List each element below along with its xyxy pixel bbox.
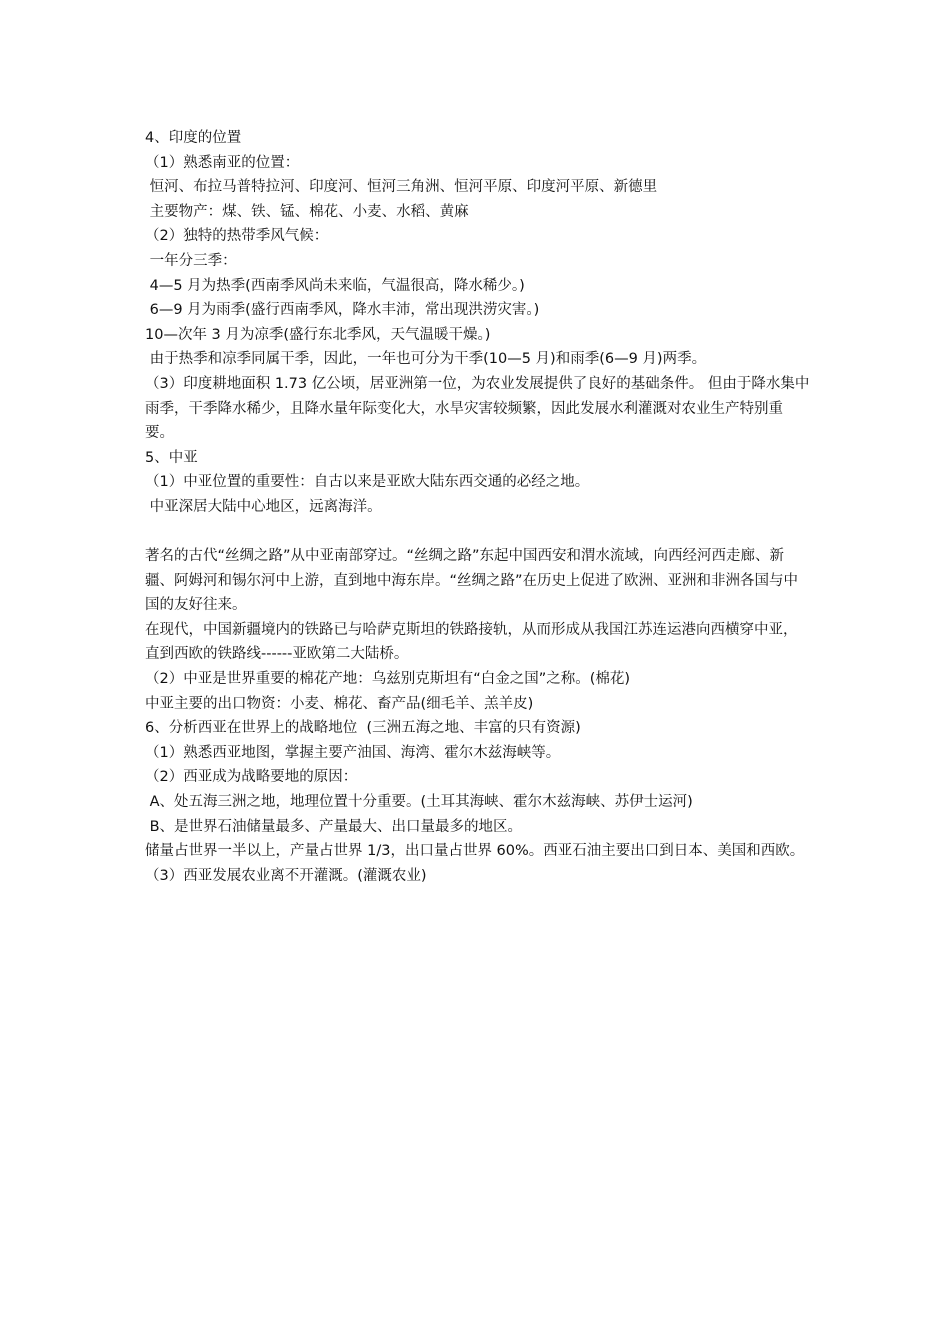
paragraph-farmland: （3）印度耕地面积 1.73 亿公顷，居亚洲第一位，为农业发展提供了良好的基础条件。 但由于降水集中雨季，干季降水稀少，且降水量年际变化大，水旱灾害较频繁，因此发展水利灌溉对农业生产特别重要。 [145,375,810,442]
paragraph-oil-share: 储量占世界一半以上，产量占世界 1/3，出口量占世界 60%。西亚石油主要出口到日本、美国和西欧。 [145,843,805,860]
text-line: 中亚深居大陆中心地区，远离海洋。 [145,498,382,515]
text-line: 中亚主要的出口物资：小麦、棉花、畜产品(细毛羊、羔羊皮) [145,695,534,712]
document-body [145,126,810,888]
text-line: 恒河、布拉马普特拉河、印度河、恒河三角洲、恒河平原、印度河平原、新德里 [145,179,658,196]
text-line: 由于热季和凉季同属干季，因此，一年也可分为干季(10—5 月)和雨季(6—9 月)两季。 [145,351,707,368]
text-line: 一年分三季： [145,252,237,269]
subheading-west-asia-map: （1）熟悉西亚地图，掌握主要产油国、海湾、霍尔木兹海峡等。 [145,744,561,761]
section-heading-central-asia: 5、中亚 [145,449,198,466]
subheading-strategic-reasons: （2）西亚成为战略要地的原因： [145,769,358,786]
subheading-central-asia-location: （1）中亚位置的重要性：自古以来是亚欧大陆东西交通的必经之地。 [145,474,590,491]
text-line: B、是世界石油储量最多、产量最大、出口量最多的地区。 [145,818,523,835]
paragraph-silk-road: 著名的古代“丝绸之路”从中亚南部穿过。“丝绸之路”东起中国西安和渭水流域，向西经河西走廊、新疆、阿姆河和锡尔河中上游，直到地中海东岸。“丝绸之路”在历史上促进了欧洲、亚洲和非洲各国与中国的友好往来。 [145,548,799,614]
text-line: A、处五海三洲之地，地理位置十分重要。(土耳其海峡、霍尔木兹海峡、苏伊士运河) [145,794,693,811]
section-heading-india: 4、印度的位置 [145,130,242,146]
subheading-monsoon-climate: （2）独特的热带季风气候： [145,228,329,245]
subheading-irrigation: （3）西亚发展农业离不开灌溉。(灌溉农业) [145,867,427,884]
paragraph-land-bridge: 在现代，中国新疆境内的铁路已与哈萨克斯坦的铁路接轨，从而形成从我国江苏连运港向西横穿中亚，直到西欧的铁路线------亚欧第二大陆桥。 [145,621,798,663]
blank-line [145,520,810,545]
text-line: 6—9 月为雨季(盛行西南季风，降水丰沛，常出现洪涝灾害。) [145,302,540,319]
text-line: 主要物产：煤、铁、锰、棉花、小麦、水稻、黄麻 [145,203,469,220]
text-line: 4—5 月为热季(西南季风尚未来临，气温很高，降水稀少。) [145,277,525,294]
section-heading-west-asia: 6、分析西亚在世界上的战略地位 (三洲五海之地、丰富的只有资源) [145,720,581,737]
subheading-cotton: （2）中亚是世界重要的棉花产地：乌兹别克斯坦有“白金之国”之称。(棉花) [145,671,631,688]
subheading-south-asia-location: （1）熟悉南亚的位置： [145,154,300,171]
text-line: 10—次年 3 月为凉季(盛行东北季风，天气温暖干燥。) [145,326,491,343]
